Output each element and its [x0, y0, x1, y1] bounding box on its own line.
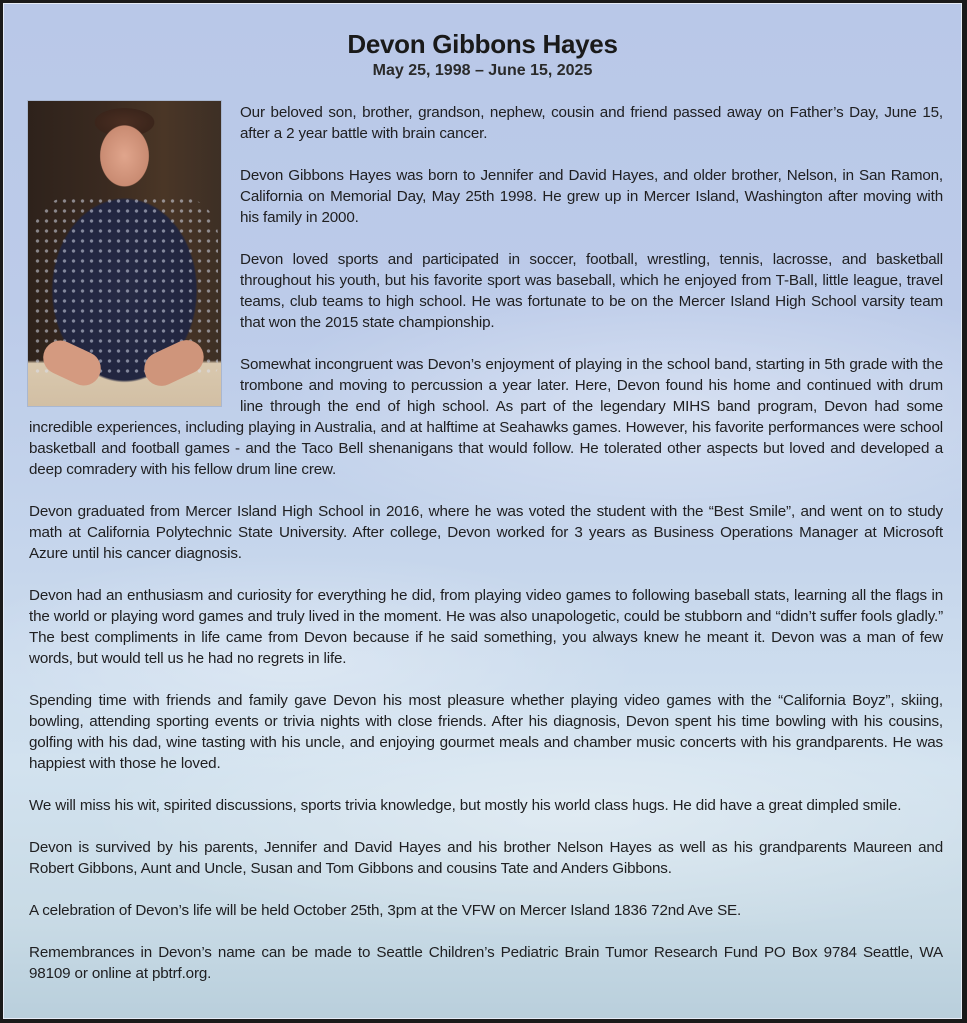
paragraph-remembrances: Remembrances in Devon’s name can be made to Seattle Children’s Pediatric Brain Tumor Research Fund PO Box 9784 Seattle, WA 98109 or online at pbtrf.org.	[29, 944, 943, 982]
paragraph-survived-by: Devon is survived by his parents, Jennifer and David Hayes and his brother Nelson Hayes as well as his grandparents Maureen and Robert Gibbons, Aunt and Uncle, Susan and Tom Gibbons and cousins Tate and Anders Gibbons.	[29, 839, 943, 877]
photo-wrap-spacer	[29, 102, 240, 412]
obituary-body	[29, 102, 943, 984]
paragraph-friends-family: Spending time with friends and family gave Devon his most pleasure whether playing video games with the “California Boyz”, skiing, bowling, attending sporting events or trivia nights with close friends. After his diagnosis, Devon spent his time bowling with his cousins, golfing with his dad, wine tasting with his uncle, and enjoying gourmet meals and chamber music concerts with his grandparents. He was happiest with those he loved.	[29, 692, 943, 772]
paragraph-celebration: A celebration of Devon’s life will be held October 25th, 3pm at the VFW on Mercer Island 1836 72nd Ave SE.	[29, 902, 742, 919]
paragraph-birth: Devon Gibbons Hayes was born to Jennifer and David Hayes, and older brother, Nelson, in San Ramon, California on Memorial Day, May 25th 1998. He grew up in Mercer Island, Washington after moving with his family in 2000.	[240, 167, 943, 226]
obituary-header	[4, 28, 961, 81]
paragraph-education: Devon graduated from Mercer Island High School in 2016, where he was voted the student with the “Best Smile”, and went on to study math at California Polytechnic State University. After college, Devon worked for 3 years as Business Operations Manager at Microsoft Azure until his cancer diagnosis.	[29, 503, 943, 562]
life-dates: May 25, 1998 – June 15, 2025	[372, 62, 593, 79]
paragraph-personality: Devon had an enthusiasm and curiosity for everything he did, from playing video games to following baseball stats, learning all the flags in the world or playing word games and truly lived in the moment. He was also unapologetic, could be stubborn and “didn’t suffer fools gladly.” The best compliments in life came from Devon because if he said something, you always knew he meant it. Devon was a man of few words, but would tell us he had no regrets in life.	[29, 587, 943, 667]
obituary-page	[3, 3, 962, 1019]
paragraph-sports: Devon loved sports and participated in soccer, football, wrestling, tennis, lacrosse, and basketball throughout his youth, but his favorite sport was baseball, which he enjoyed from T-Ball, little league, travel teams, club teams to high school. He was fortunate to be on the Mercer Island High School varsity team that won the 2015 state championship.	[240, 251, 943, 331]
deceased-name: Devon Gibbons Hayes	[347, 29, 618, 59]
paragraph-intro: Our beloved son, brother, grandson, nephew, cousin and friend passed away on Father’s Day, June 15, after a 2 year battle with brain cancer.	[240, 104, 943, 142]
paragraph-band: Somewhat incongruent was Devon’s enjoyment of playing in the school band, starting in 5th grade with the trombone and moving to percussion a year later. Here, Devon found his home and continued with drum line through the end of high school. As part of the legendary MIHS band program, Devon had some incredible experiences, including playing in Australia, and at halftime at Seahawks games. However, his favorite performances were school basketball and football games - and the Taco Bell shenanigans that would follow. He tolerated other aspects but loved and developed a deep comradery with his fellow drum line crew.	[29, 356, 943, 478]
paragraph-miss: We will miss his wit, spirited discussions, sports trivia knowledge, but mostly his world class hugs. He did have a great dimpled smile.	[29, 797, 902, 814]
